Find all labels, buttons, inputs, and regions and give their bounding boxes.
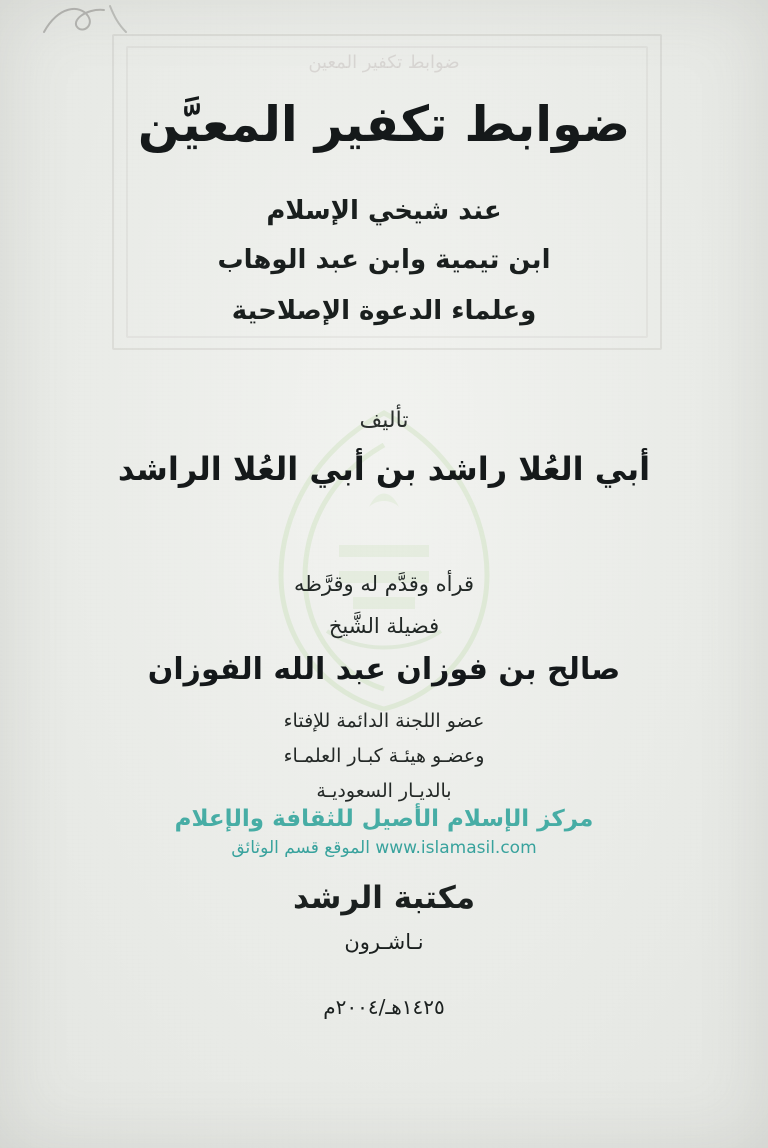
author-label: تأليف <box>359 408 409 433</box>
publisher-name: مكتبة الرشد <box>292 880 476 916</box>
reviewer-credential-2: وعضـو هيئـة كبـار العلمـاء <box>283 745 485 767</box>
reviewer-credential-3: بالديـار السعوديـة <box>316 780 452 802</box>
author-name: أبي العُلا راشد بن أبي العُلا الراشد <box>117 450 651 488</box>
reviewer-credential-1: عضو اللجنة الدائمة للإفتاء <box>283 710 485 732</box>
watermark-site-label: الموقع قسم الوثائق <box>231 838 370 858</box>
watermark-url-text: www.islamasil.com <box>375 838 537 858</box>
bleed-through-text: ضوابط تكفير المعين <box>308 52 460 73</box>
book-subtitle-line-1: عند شيخي الإسلام <box>266 196 502 226</box>
edition-year: ١٤٢٥هـ/٢٠٠٤م <box>323 995 445 1019</box>
reviewer-name: صالح بن فوزان عبد الله الفوزان <box>147 652 621 687</box>
reviewer-intro: قرأه وقدَّم له وقرَّظه <box>293 572 475 596</box>
publisher-role: نـاشـرون <box>344 930 424 954</box>
watermark-site-url <box>0 838 768 858</box>
book-subtitle-line-2: ابن تيمية وابن عبد الوهاب <box>217 245 551 275</box>
book-main-title: ضوابط تكفير المعيَّن <box>137 96 631 153</box>
watermark-arabic-stamp: مركز الإسلام الأصيل للثقافة والإعلام <box>174 806 594 832</box>
reviewer-honorific: فضيلة الشَّيخ <box>328 614 440 638</box>
book-subtitle-line-3: وعلماء الدعوة الإصلاحية <box>231 296 537 326</box>
